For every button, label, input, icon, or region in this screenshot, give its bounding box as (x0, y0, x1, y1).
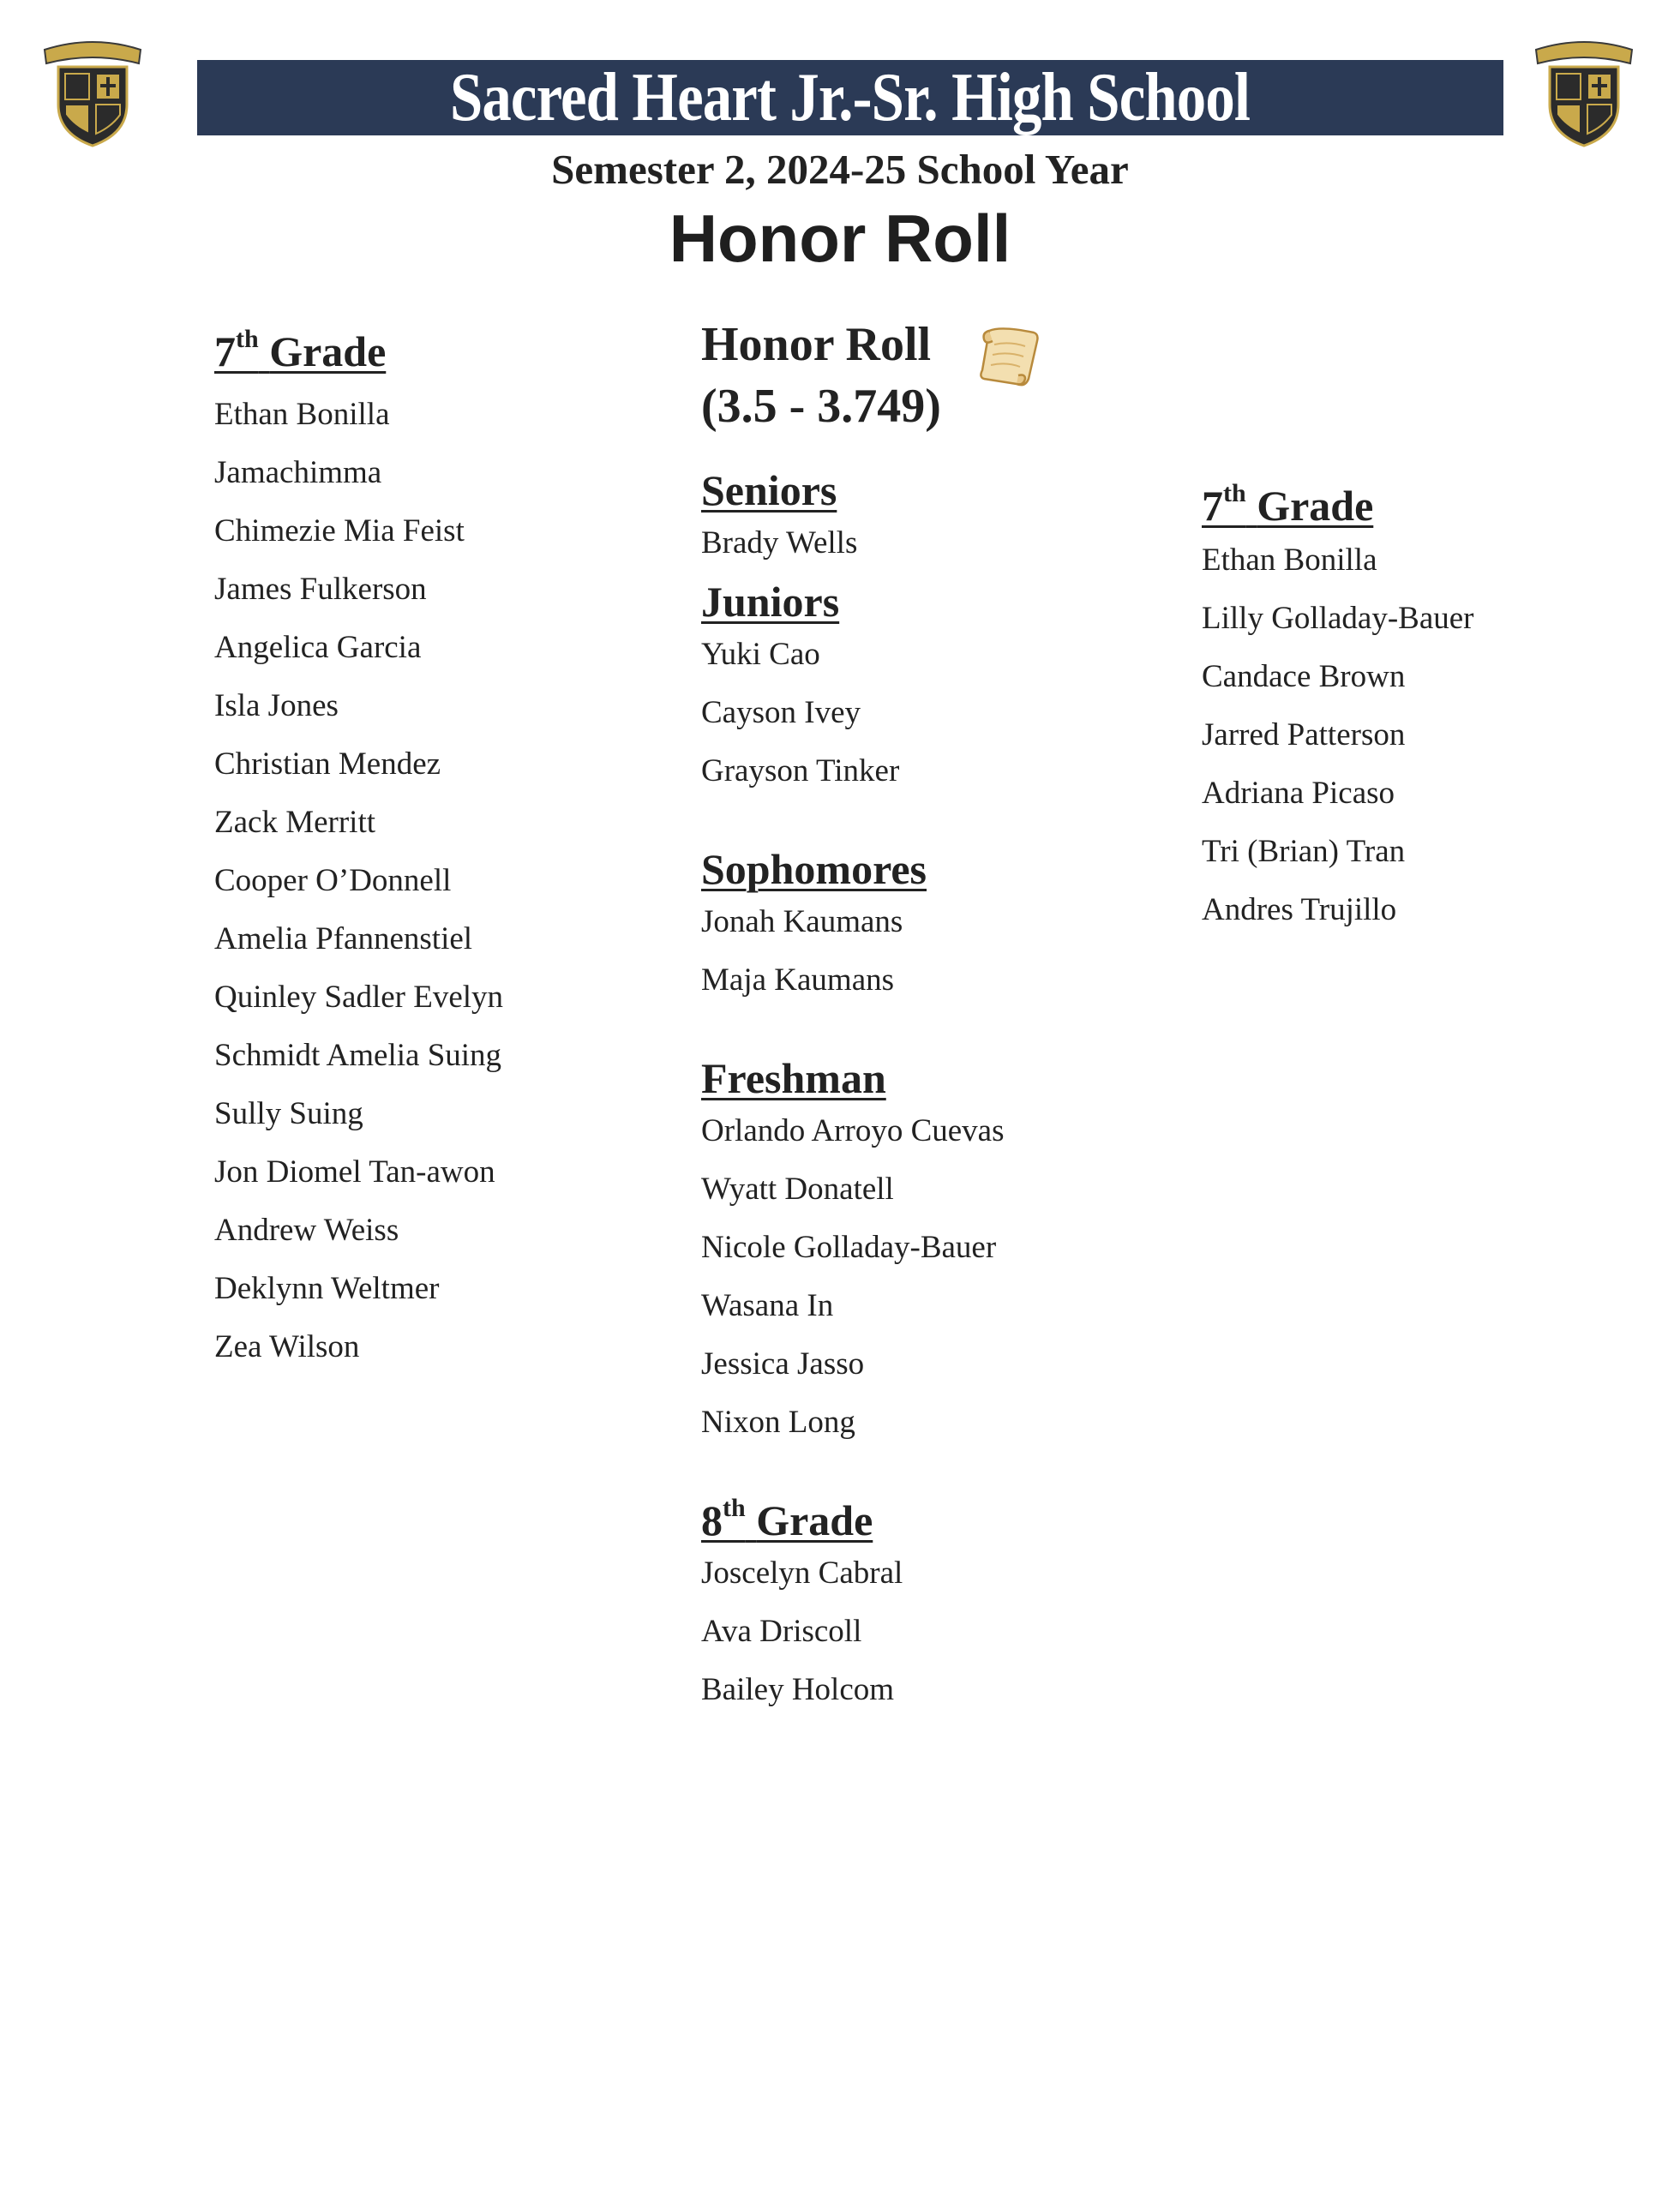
school-crest-icon (1531, 38, 1637, 149)
list-item: Cooper O’Donnell (214, 863, 452, 898)
page-title: Honor Roll (669, 201, 1011, 276)
school-crest-icon (39, 38, 146, 149)
name-list (701, 626, 1005, 800)
middle-column (701, 314, 1005, 1719)
sophomores-section (701, 845, 1005, 1010)
gpa-range: (3.5 - 3.749) (701, 380, 941, 433)
school-banner (197, 60, 1503, 135)
list-item: Cayson Ivey (701, 695, 861, 730)
honor-roll-heading: Honor Roll (701, 318, 932, 371)
list-item: Grayson Tinker (701, 753, 900, 788)
section-heading: Sophomores (701, 845, 927, 893)
name-list (701, 1102, 1005, 1452)
list-item: Andrew Weiss (214, 1213, 399, 1248)
list-item: Jon Diomel Tan-awon (214, 1154, 495, 1190)
list-item: Ava Driscoll (701, 1614, 862, 1649)
list-item: Jarred Patterson (1202, 717, 1406, 752)
list-item: Brady Wells (701, 525, 858, 560)
list-item: Bailey Holcom (701, 1672, 895, 1707)
eighth-grade-section (701, 1496, 1005, 1719)
name-list (701, 514, 1005, 572)
list-item: Andres Trujillo (1202, 892, 1397, 927)
name-list (701, 893, 1005, 1010)
list-item: Joscelyn Cabral (701, 1556, 903, 1591)
list-item: Quinley Sadler Evelyn (214, 980, 504, 1015)
list-item: Ethan Bonilla (1202, 543, 1377, 578)
list-item: Zack Merritt (214, 805, 375, 840)
list-item: Jessica Jasso (701, 1346, 865, 1382)
list-item: Maja Kaumans (701, 962, 895, 998)
list-item: Wyatt Donatell (701, 1172, 894, 1207)
section-heading: Freshman (701, 1054, 886, 1102)
juniors-section (701, 578, 1005, 800)
list-item: Zea Wilson (214, 1329, 360, 1364)
list-item: Tri (Brian) Tran (1202, 834, 1406, 869)
list-item: Nicole Golladay-Bauer (701, 1230, 997, 1265)
list-item: Sully Suing (214, 1096, 363, 1131)
list-item: Christian Mendez (214, 746, 441, 782)
list-item: Yuki Cao (701, 637, 820, 672)
list-item: Nixon Long (701, 1405, 855, 1440)
list-item: Candace Brown (1202, 659, 1406, 694)
list-item: Lilly Golladay-Bauer (1202, 601, 1474, 636)
grade-heading: 7th Grade (1202, 479, 1374, 530)
name-list (214, 386, 503, 1376)
list-item: Ethan Bonilla (214, 397, 390, 432)
section-heading: 8th Grade (701, 1494, 873, 1544)
list-item: Orlando Arroyo Cuevas (701, 1113, 1005, 1148)
semester-subtitle: Semester 2, 2024-25 School Year (551, 146, 1129, 193)
list-item: Chimezie Mia Feist (214, 513, 465, 548)
school-name: Sacred Heart Jr.-Sr. High School (450, 60, 1251, 135)
list-item: James Fulkerson (214, 572, 427, 607)
section-heading: Juniors (701, 578, 840, 626)
scroll-icon (975, 322, 1044, 391)
list-item: Adriana Picaso (1202, 776, 1395, 811)
list-item: Amelia Pfannenstiel (214, 921, 473, 956)
list-item: Angelica Garcia (214, 630, 422, 665)
left-column (214, 326, 503, 1376)
list-item: Jamachimma (214, 455, 382, 490)
freshman-section (701, 1054, 1005, 1452)
grade-heading: 7th Grade (214, 325, 387, 375)
name-list (701, 1544, 1005, 1719)
seniors-section (701, 466, 1005, 572)
name-list (1202, 531, 1473, 939)
list-item: Isla Jones (214, 688, 339, 723)
list-item: Jonah Kaumans (701, 904, 903, 939)
list-item: Schmidt Amelia Suing (214, 1038, 502, 1073)
list-item: Wasana In (701, 1288, 834, 1323)
right-column (1202, 480, 1473, 939)
list-item: Deklynn Weltmer (214, 1271, 440, 1306)
section-heading: Seniors (701, 466, 837, 514)
